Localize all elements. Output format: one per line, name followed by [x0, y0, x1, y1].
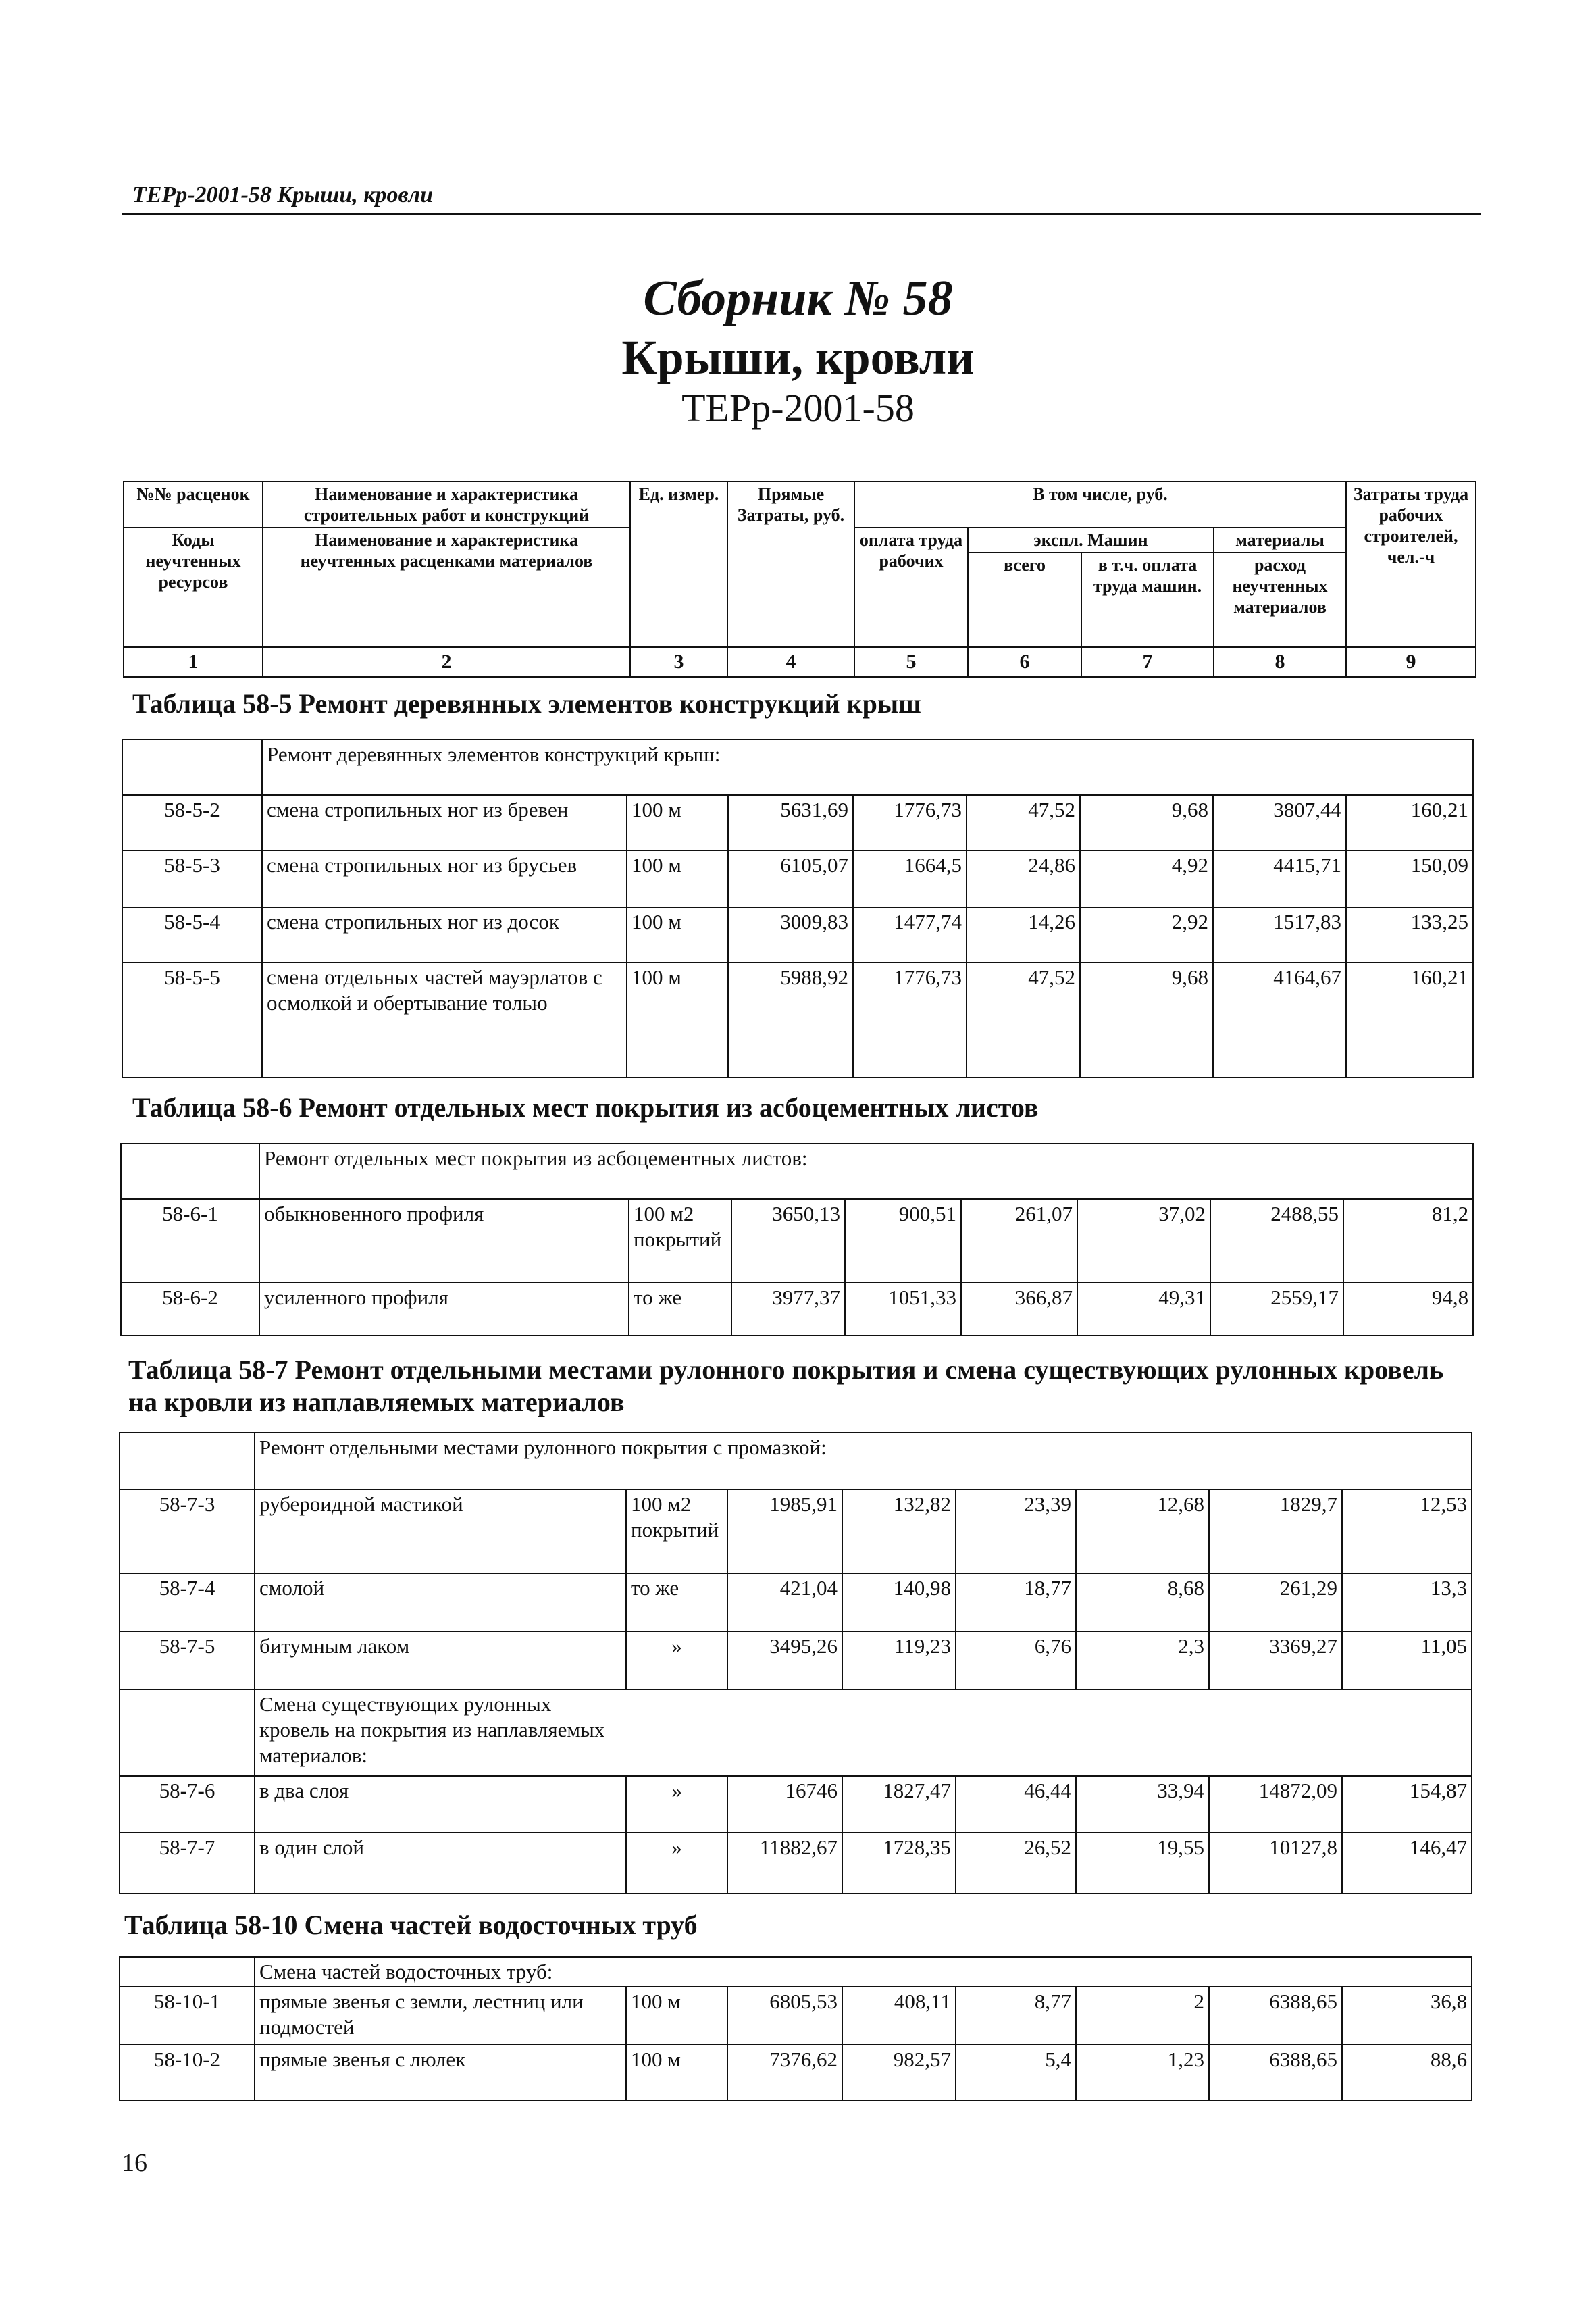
- page-number: 16: [122, 2149, 147, 2177]
- group-heading: Ремонт деревянных элементов конструкций крыш:: [262, 740, 1473, 795]
- collection-name: Крыши, кровли: [621, 330, 975, 384]
- col-number: 5: [854, 647, 968, 677]
- header-material-name: Наименование и характеристика неучтенных расценками материалов: [263, 528, 630, 647]
- table-row: 58-6-2 усиленного профиля то же 3977,37 1051,33 366,87 49,31 2559,17 94,8: [121, 1283, 1473, 1336]
- table-row: 58-5-2 смена стропильных ног из бревен 100 м 5631,69 1776,73 47,52 9,68 3807,44 160,21: [122, 795, 1473, 850]
- table-58-5-title: Таблица 58-5 Ремонт деревянных элементов конструкций крыш: [132, 688, 921, 719]
- group-heading: Смена частей водосточных труб:: [255, 1957, 1472, 1987]
- table-row: 58-6-1 обыкновенного профиля 100 м2 покрытий 3650,13 900,51 261,07 37,02 2488,55 81,2: [121, 1199, 1473, 1283]
- header-rate-number: №№ расценок: [124, 482, 263, 528]
- col-number: 8: [1214, 647, 1346, 677]
- col-number: 3: [630, 647, 727, 677]
- header-machine-total: всего: [968, 553, 1081, 647]
- table-58-10-title: Таблица 58-10 Смена частей водосточных труб: [124, 1910, 698, 1940]
- header-resource-codes: Коды неучтенных ресурсов: [124, 528, 263, 647]
- table-row: 58-5-4 смена стропильных ног из досок 100 м 3009,83 1477,74 14,26 2,92 1517,83 133,25: [122, 907, 1473, 963]
- header-labor-costs: Затраты труда рабочих строителей, чел.-ч: [1346, 482, 1476, 647]
- header-including: В том числе, руб.: [854, 482, 1346, 528]
- header-work-name: Наименование и характеристика строительных работ и конструкций: [263, 482, 630, 528]
- collection-title: Сборник № 58: [643, 271, 953, 326]
- col-number: 7: [1081, 647, 1214, 677]
- group-heading: Ремонт отдельных мест покрытия из асбоцементных листов:: [259, 1144, 1473, 1199]
- collection-code: ТЕРр-2001-58: [681, 386, 915, 430]
- table-row: 58-7-7 в один слой » 11882,67 1728,35 26,52 19,55 10127,8 146,47: [120, 1833, 1472, 1893]
- column-header-table: [123, 481, 1476, 678]
- header-unaccounted-materials: расход неучтенных материалов: [1214, 553, 1346, 647]
- table-58-5: [122, 739, 1474, 1078]
- table-58-6: [120, 1143, 1474, 1336]
- header-worker-pay: оплата труда рабочих: [854, 528, 968, 647]
- table-58-7-title: Таблица 58-7 Ремонт отдельными местами рулонного покрытия и смена существующих рулонных кровель на кровли из наплавляемых материалов: [128, 1354, 1444, 1417]
- table-row: 58-7-4 смолой то же 421,04 140,98 18,77 8,68 261,29 13,3: [120, 1573, 1472, 1631]
- col-number: 6: [968, 647, 1081, 677]
- table-row: 58-7-3 рубероидной мастикой 100 м2 покрытий 1985,91 132,82 23,39 12,68 1829,7 12,53: [120, 1490, 1472, 1573]
- header-machinist-pay: в т.ч. оплата труда машин.: [1081, 553, 1214, 647]
- group-heading: Смена существующих рулонных кровель на покрытия из наплавляемых материалов:: [255, 1689, 1472, 1776]
- table-row: 58-10-1 прямые звенья с земли, лестниц или подмостей 100 м 6805,53 408,11 8,77 2 6388,65 36,8: [120, 1987, 1472, 2045]
- col-number: 4: [727, 647, 854, 677]
- header-rule: [122, 213, 1481, 215]
- table-58-6-title: Таблица 58-6 Ремонт отдельных мест покрытия из асбоцементных листов: [132, 1092, 1039, 1123]
- table-row: 58-7-5 битумным лаком » 3495,26 119,23 6,76 2,3 3369,27 11,05: [120, 1631, 1472, 1689]
- running-head: ТЕРр-2001-58 Крыши, кровли: [132, 182, 434, 207]
- table-58-10: [119, 1956, 1472, 2101]
- table-row: 58-5-3 смена стропильных ног из брусьев 100 м 6105,07 1664,5 24,86 4,92 4415,71 150,09: [122, 850, 1473, 907]
- table-58-7: [119, 1432, 1472, 1894]
- table-row: 58-7-6 в два слоя » 16746 1827,47 46,44 33,94 14872,09 154,87: [120, 1776, 1472, 1833]
- header-direct-costs: Прямые Затраты, руб.: [727, 482, 854, 647]
- table-row: 58-5-5 смена отдельных частей мауэрлатов с осмолкой и обертывание толью 100 м 5988,92 1776,73 47,52 9,68 4164,67 160,21: [122, 963, 1473, 1077]
- col-number: 1: [124, 647, 263, 677]
- header-unit: Ед. измер.: [630, 482, 727, 647]
- table-row: 58-10-2 прямые звенья с люлек 100 м 7376,62 982,57 5,4 1,23 6388,65 88,6: [120, 2045, 1472, 2100]
- group-heading: Ремонт отдельными местами рулонного покрытия с промазкой:: [255, 1433, 1472, 1490]
- header-machine-operation: экспл. Машин: [968, 528, 1214, 553]
- col-number: 9: [1346, 647, 1476, 677]
- header-materials: материалы: [1214, 528, 1346, 553]
- col-number: 2: [263, 647, 630, 677]
